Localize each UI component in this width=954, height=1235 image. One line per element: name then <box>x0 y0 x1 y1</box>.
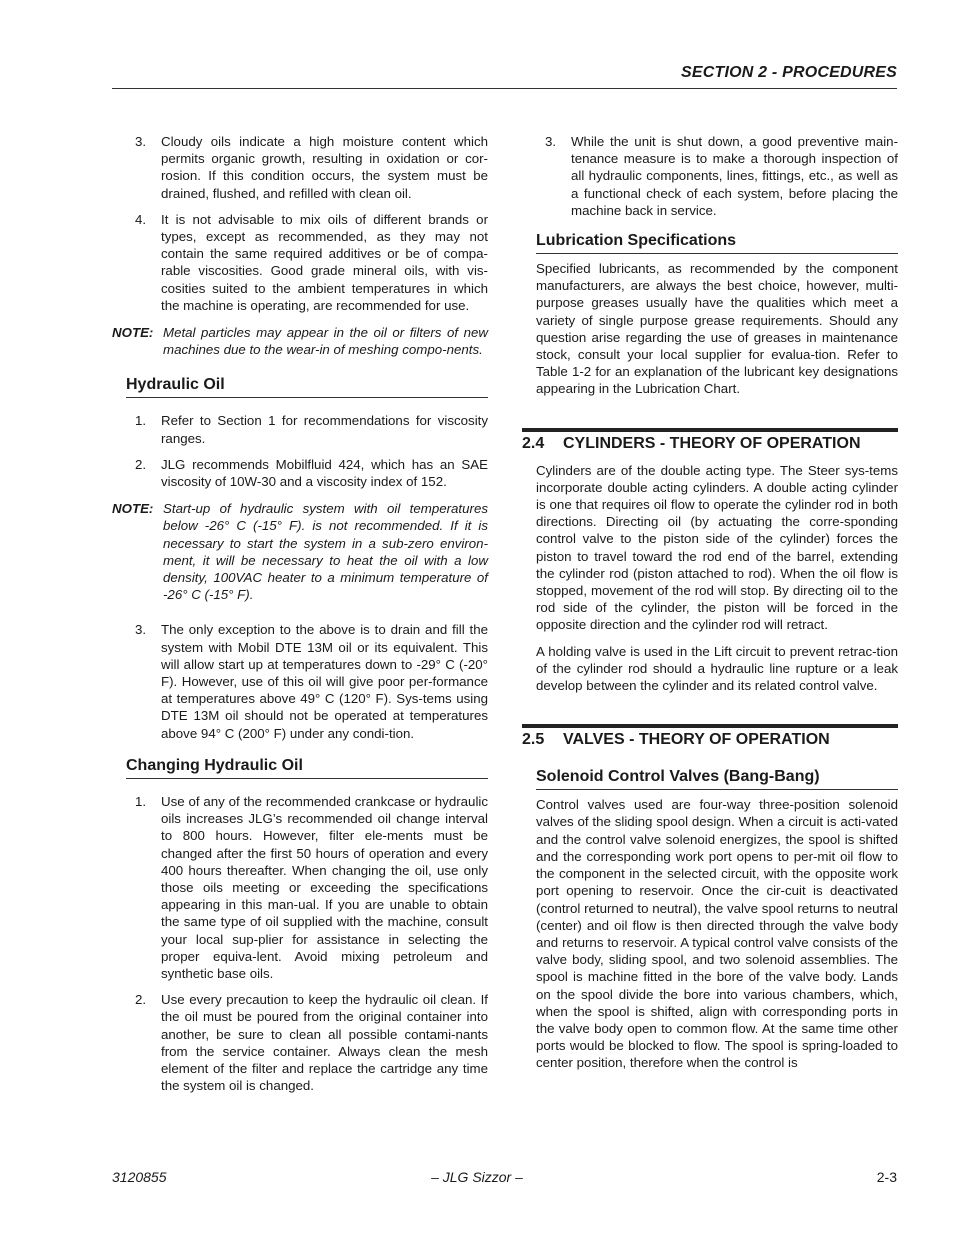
list-item <box>522 133 898 219</box>
cylinders-paragraph-2: A holding valve is used in the Lift circuit to prevent retrac-tion of the cylinder rod should a hydraulic line rupture or a leak develop between the cylinder and its related control valve. <box>536 643 898 694</box>
item-number: 1. <box>135 413 147 429</box>
doc-number: 3120855 <box>112 1169 167 1185</box>
left-column <box>112 133 488 1103</box>
valves-paragraph: Control valves used are four-way three-position solenoid valves of the sliding spool design. When a circuit is acti-vated and the control valve solenoid energizes, the spool is shifted and the corresponding work port opens to per-mit oil flow to the component in the selected circuit, with the opposite work port opening to reservoir. Once the cir-cuit is deactivated (control returned to neutral), the valve spool returns to neutral (center) and oil flow is then directed through the valve body and returns to reservoir. A typical control valve consists of the valve body, sliding spool, and two solenoid assemblies. The spool is machine fitted in the bore of the valve body. Lands on the spool divide the bore into various chambers, which, when the spool is shifted, align with corresponding ports in the valve body open to common flow. At the same time other ports would be blocked to flow. The spool is spring-loaded to center position, therefore when the control is <box>536 797 898 1071</box>
item-number: 1. <box>135 793 147 809</box>
note-block <box>112 500 488 603</box>
section-number: 2.4 <box>522 434 545 452</box>
changing-hydraulic-oil-heading: Changing Hydraulic Oil <box>126 756 488 779</box>
item-number: 3. <box>135 134 147 149</box>
list-item <box>112 456 488 490</box>
lubrication-specifications-heading: Lubrication Specifications <box>536 231 898 254</box>
section-2-4-heading <box>522 428 898 454</box>
solenoid-control-valves-heading: Solenoid Control Valves (Bang-Bang) <box>536 767 898 790</box>
note-text: Start-up of hydraulic system with oil temperatures below -26° C (-15° F). is not recommended. If it is necessary to start the system in a sub-zero environ-ment, it will be necessary to heat the oil with a low density, 100VAC heater to a minimum temperature of -26° C (-15° F). <box>163 501 488 603</box>
item-text: The only exception to the above is to drain and fill the system with Mobil DTE 13M oil or its equivalent. This will allow start up at temperatures down to -29° C (-20° F). However, use of this oil will give poor per-formance at temperatures above 49° C (120° F). Sys-tems using DTE 13M oil should not be operated at temperatures above 94° C (200° F) under any condi-tion. <box>161 622 488 741</box>
cylinders-paragraph-1: Cylinders are of the double acting type. The Steer sys-tems incorporate double acting cylinders. A double acting cylinder is one that requires oil flow to operate the cylinder rod in both directions. Directing oil (by actuating the corre-sponding control valve to the piston side of the cylinder) forces the piston to travel toward the rod end of the barrel, extending the cylinder rod (piston attached to rod). When the oil flow is stopped, movement of the rod will stop. By directing oil to the rod side of the cylinder, the piston will be forced in the opposite direction and the cylinder rod will retract. <box>536 462 898 633</box>
header-rule <box>112 88 897 89</box>
section-title-text: CYLINDERS - THEORY OF OPERATION <box>563 434 861 452</box>
right-column <box>522 133 898 1072</box>
list-item <box>112 621 488 741</box>
list-item <box>112 211 488 314</box>
item-number: 2. <box>135 456 147 472</box>
lubrication-paragraph: Specified lubricants, as recommended by the component manufacturers, are always the best choice, however, multi-purpose greases usually have the qualities which meet a variety of single purpose grease requirements. Should any question arise regarding the use of greases in maintenance stock, consult your local supplier for evalua-tion. Refer to Table 1-2 for an explanation of the lubricant key designations appearing in the Lubrication Chart. <box>536 261 898 397</box>
note-block <box>112 324 488 358</box>
item-text: Use of any of the recommended crankcase or hydraulic oils increases JLG’s recommended oil change interval to 800 hours. However, filter ele-ments must be changed after the first 50 hours of operation and every 400 hours thereafter. When changing the oil, use only those oils meeting or exceeding the specifications appearing in this man-ual. If you are unable to obtain the same type of oil supplied with the machine, consult your local sup-plier for assistance in selecting the proper equiva-lent. Avoid mixing petroleum and synthetic base oils. <box>161 793 488 981</box>
section-number: 2.5 <box>522 731 545 749</box>
note-text: Metal particles may appear in the oil or filters of new machines due to the wear-in of meshing compo-nents. <box>163 325 488 358</box>
item-number: 2. <box>135 992 147 1008</box>
item-number: 4. <box>135 211 147 227</box>
list-item <box>112 412 488 446</box>
item-number: 3. <box>135 622 147 638</box>
note-label: NOTE: <box>112 501 154 517</box>
item-text: Cloudy oils indicate a high moisture content which permits organic growth, resulting in oxidation or cor-rosion. If this condition occurs, the system must be drained, flushed, and refilled with clean oil. <box>161 134 488 201</box>
note-label: NOTE: <box>112 325 154 341</box>
list-item <box>112 133 488 202</box>
item-text: While the unit is shut down, a good preventive main-tenance measure is to make a thorough inspection of all hydraulic components, lines, fittings, etc., as well as a functional check of each system, before placing the machine back in service. <box>571 134 898 218</box>
page-number: 2-3 <box>876 1169 897 1185</box>
item-text: JLG recommends Mobilfluid 424, which has an SAE viscosity of 10W-30 and a viscosity index of 152. <box>161 456 488 490</box>
item-text: It is not advisable to mix oils of different brands or types, except as recommended, as they may not contain the same required additives or be of compa-rable viscosities. Good grade mineral oils, with vis-cosities suited to the ambient temperatures in which the machine is operating, are recommended for use. <box>161 211 488 313</box>
item-text: Refer to Section 1 for recommendations for viscosity ranges. <box>161 413 488 446</box>
item-number: 3. <box>545 134 557 149</box>
list-item <box>112 793 488 982</box>
section-title-text: VALVES - THEORY OF OPERATION <box>563 731 830 749</box>
footer-title: – JLG Sizzor – <box>431 1169 523 1185</box>
section-title: SECTION 2 - PROCEDURES <box>681 64 897 81</box>
hydraulic-oil-heading: Hydraulic Oil <box>126 375 488 398</box>
item-text: Use every precaution to keep the hydraulic oil clean. If the oil must be poured from the original container into another, be sure to clean all possible contami-nants from the service container. Always clean the mesh element of the filter and replace the cartridge any time the system oil is changed. <box>161 992 488 1094</box>
section-2-5-heading <box>522 724 898 750</box>
list-item <box>112 991 488 1094</box>
